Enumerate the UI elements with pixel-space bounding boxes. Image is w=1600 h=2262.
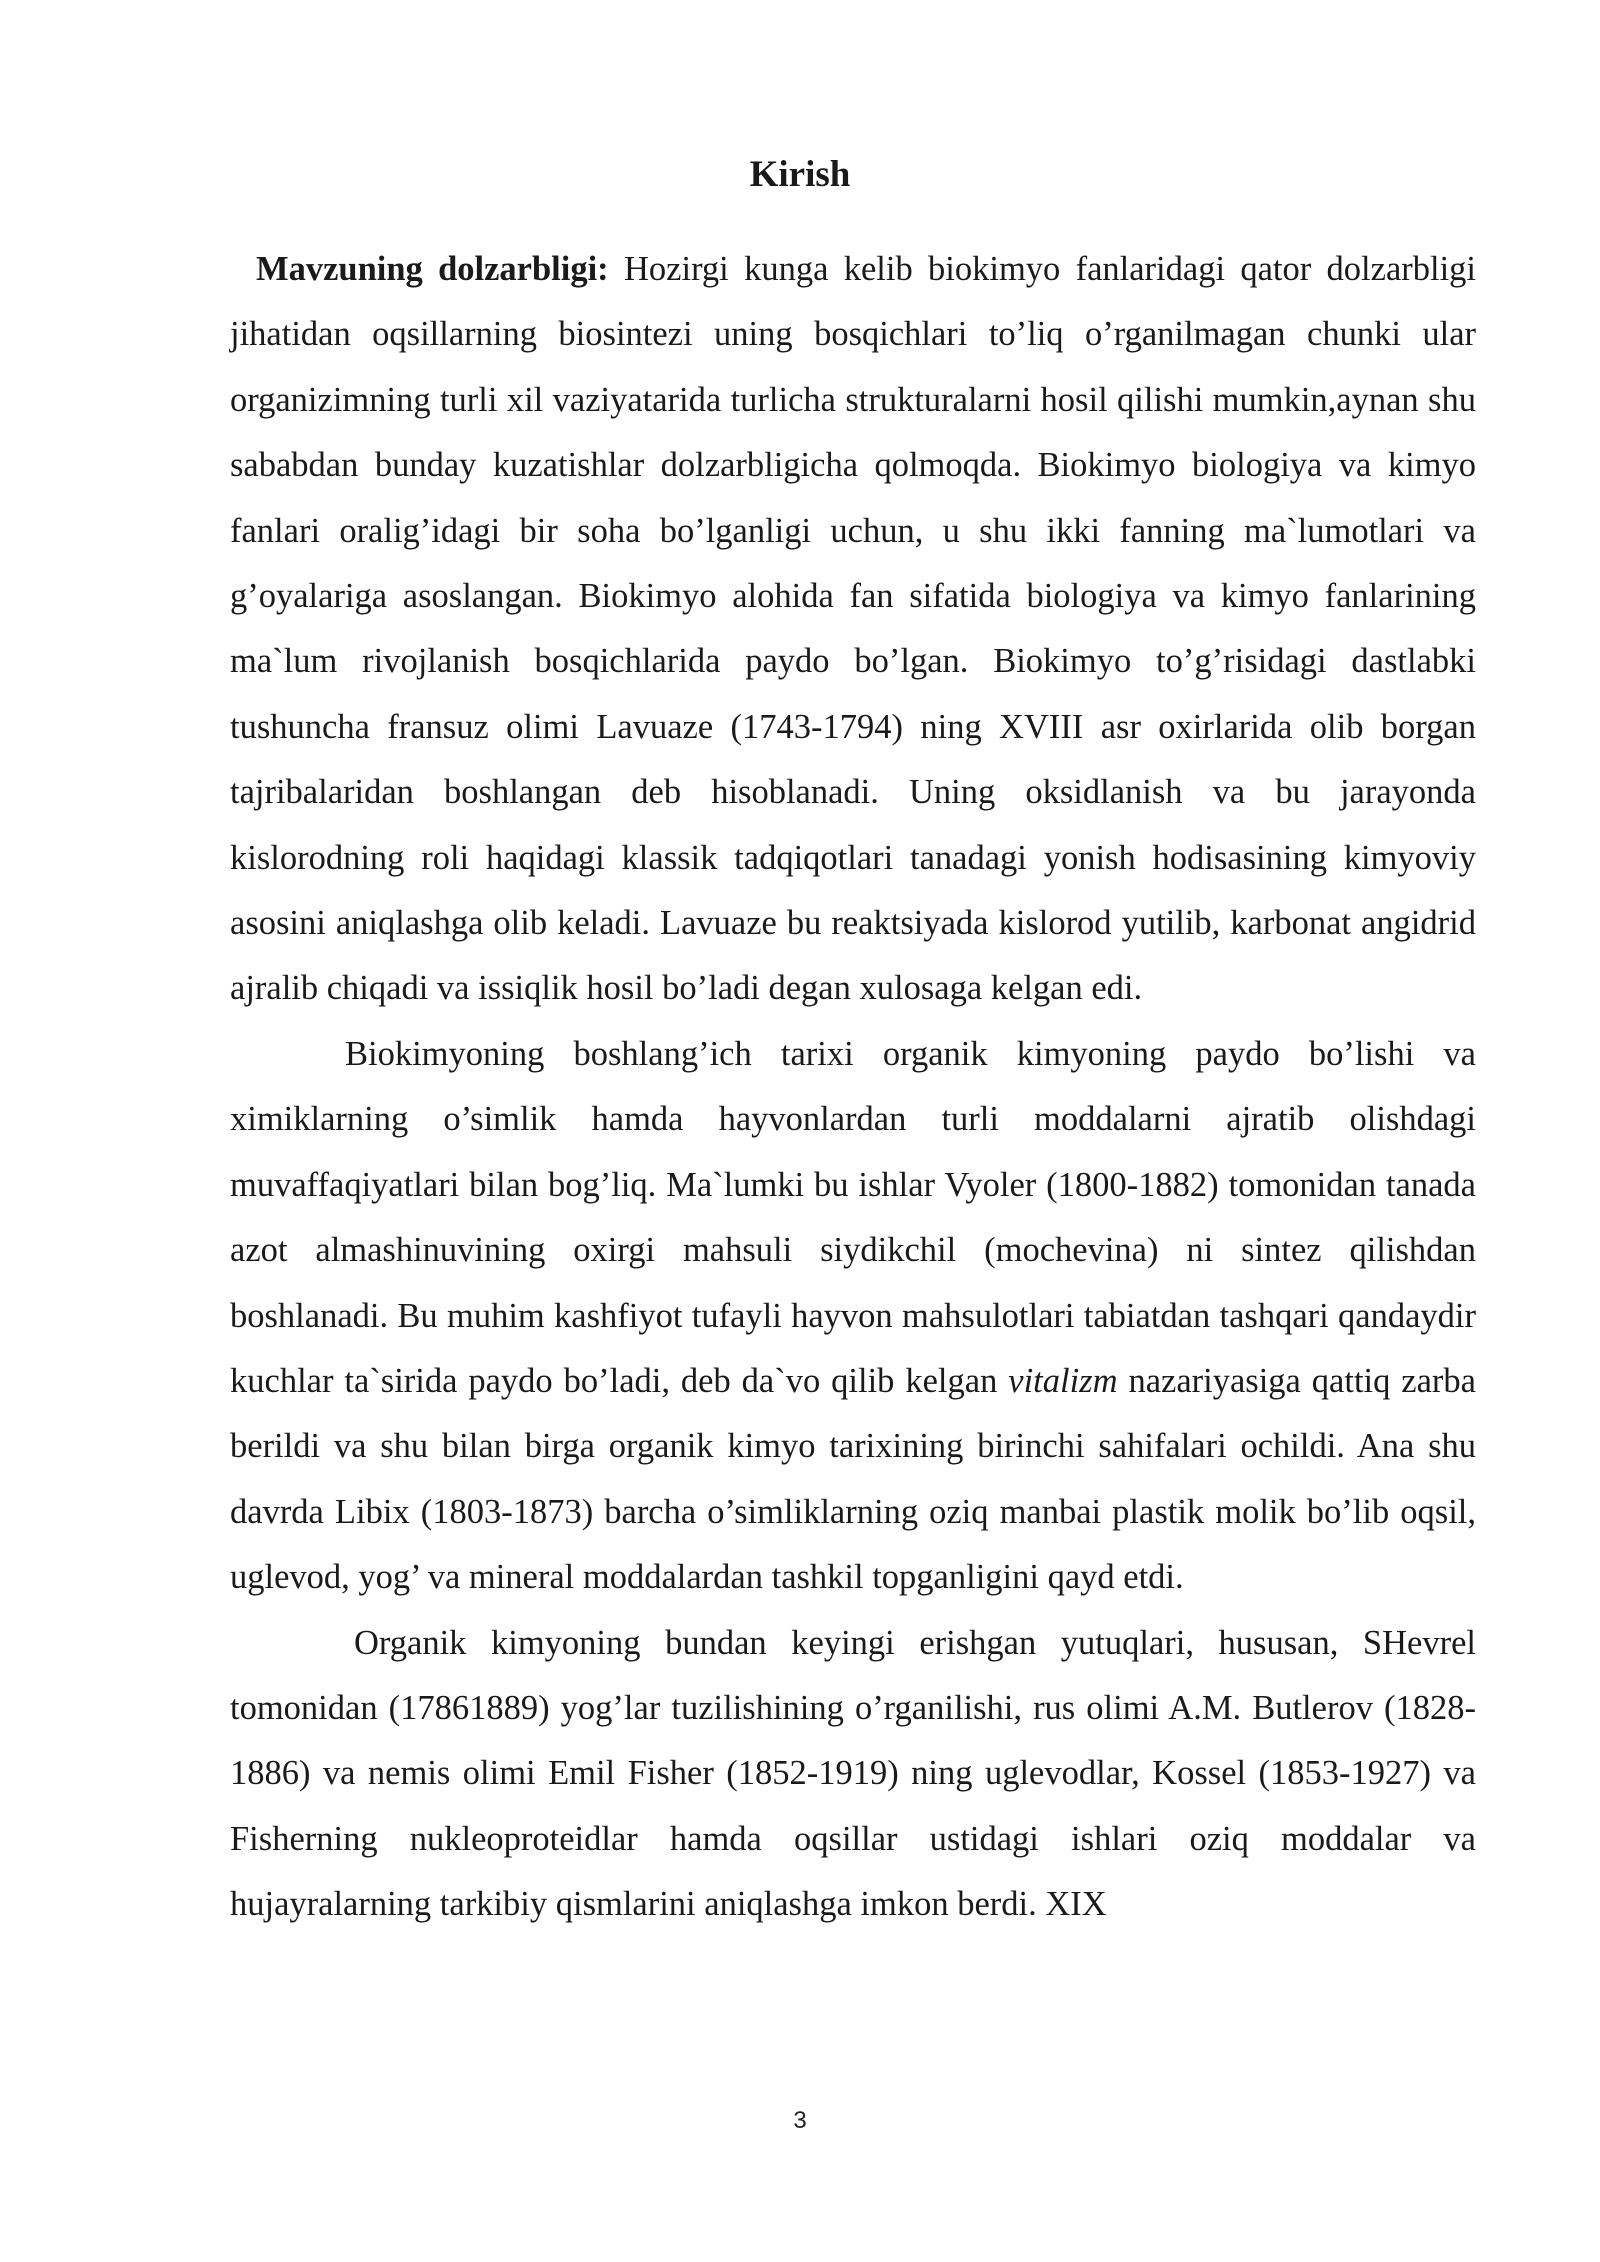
paragraph-organic-chemistry [230,1611,1476,1938]
paragraph-text: Hozirgi kunga kelib biokimyo fanlaridagi qator dolzarbligi jihatidan oqsillarning biosintezi uning bosqichlari to’liq o’rganilmagan chunki ular organizimning turli xil vaziyatarida turlicha strukturalarni hosil qilishi mumkin,aynan shu sababdan bunday kuzatishlar dolzarbligicha qolmoqda. Biokimyo biologiya va kimyo fanlari oralig’idagi bir soha bo’lganligi uchun, u shu ikki fanning ma`lumotlari va g’oyalariga asoslangan. Biokimyo alohida fan sifatida biologiya va kimyo fanlarining ma`lum rivojlanish bosqichlarida paydo bo’lgan. Biokimyo to’g’risidagi dastlabki tushuncha fransuz olimi Lavuaze (1743-1794) ning XVIII asr oxirlarida olib borgan tajribalaridan boshlangan deb hisoblanadi. Uning oksidlanish va bu jarayonda kislorodning roli haqidagi klassik tadqiqotlari tanadagi yonish hodisasining kimyoviy asosini aniqlashga olib keladi. Lavuaze bu reaktsiyada kislorod yutilib, karbonat angidrid ajralib chiqadi va issiqlik hosil bo’ladi degan xulosaga kelgan edi. [230,250,1477,1008]
paragraph-history [230,1022,1476,1611]
paragraph-lead-heading: Mavzuning dolzarbligi: [256,250,609,288]
paragraph-text: Biokimyoning boshlang’ich tarixi organik kimyoning paydo bo’lishi va ximiklarning o’simlik hamda hayvonlardan turli moddalarni ajratib olishdagi muvaffaqiyatlari bilan bog’liq. Ma`lumki bu ishlar Vyoler (1800-1882) tomonidan tanada azot almashinuvining oxirgi mahsuli siydikchil (mochevina) ni sintez qilishdan boshlanadi. Bu muhim kashfiyot tufayli hayvon mahsulotlari tabiatdan tashqari qandaydir kuchlar ta`sirida paydo bo’ladi, deb da`vo qilib kelgan [230,1034,1476,1400]
body-text [230,237,1476,1938]
page-number: 3 [793,2107,807,2134]
paragraph-text: nazariyasiga qattiq zarba berildi va shu bilan birga organik kimyo tarixining birinchi sahifalari ochildi. Ana shu davrda Libix (1803-1873) barcha o’simliklarning oziq manbai plastik molik bo’lib oqsil, uglevod, yog’ va mineral moddalardan tashkil topganligini qayd etdi. [230,1361,1476,1597]
italic-term-vitalizm: vitalizm [1008,1361,1118,1400]
page-title: Kirish [749,154,851,195]
paragraph-relevance [230,237,1476,1022]
paragraph-text: Organik kimyoning bundan keyingi erishgan yutuqlari, hususan, SHevrel tomonidan (17861889) yog’lar tuzilishining o’rganilishi, rus olimi A.M. Butlerov (1828-1886) va nemis olimi Emil Fisher (1852-1919) ning uglevodlar, Kossel (1853-1927) va Fisherning nukleoproteidlar hamda oqsillar ustidagi ishlari oziq moddalar va hujayralarning tarkibiy qismlarini aniqlashga imkon berdi. XIX [230,1623,1476,1924]
